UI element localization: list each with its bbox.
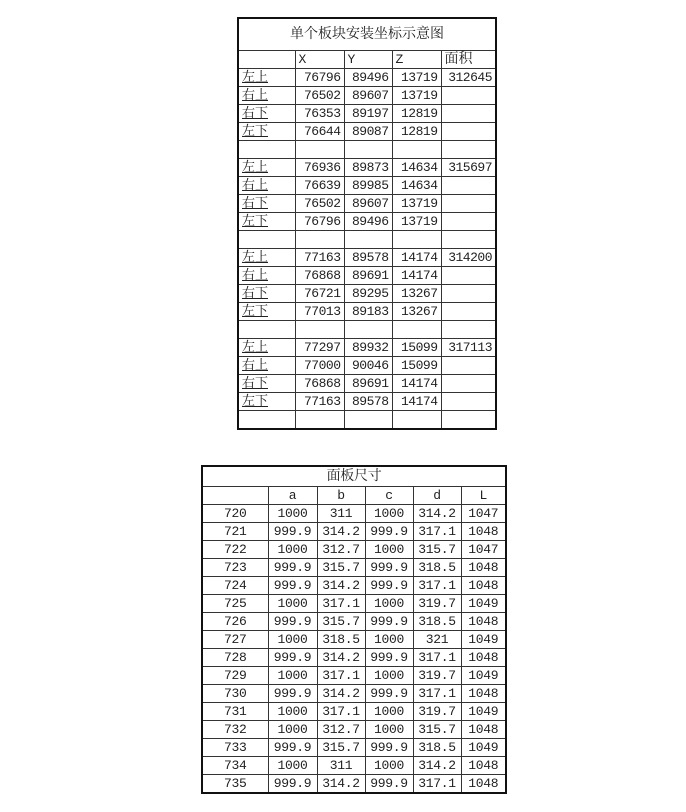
corner-label: 左上 xyxy=(238,159,295,177)
spacer-row xyxy=(238,411,496,430)
table-row xyxy=(238,285,496,303)
table-row xyxy=(238,69,496,87)
table-title: 面板尺寸 xyxy=(202,466,506,487)
dim-c: 999.9 xyxy=(365,523,413,541)
dim-b: 317.1 xyxy=(317,703,365,721)
table-row xyxy=(238,195,496,213)
table-title-row xyxy=(238,18,496,51)
dim-d: 319.7 xyxy=(413,703,461,721)
dim-a: 1000 xyxy=(268,703,317,721)
dim-l: 1048 xyxy=(461,559,506,577)
dim-a: 1000 xyxy=(268,667,317,685)
corner-label: 右下 xyxy=(238,195,295,213)
corner-label: 右下 xyxy=(238,375,295,393)
dim-b: 317.1 xyxy=(317,667,365,685)
dim-c: 999.9 xyxy=(365,739,413,757)
dim-a: 999.9 xyxy=(268,649,317,667)
z-value: 13267 xyxy=(392,285,441,303)
dim-d: 318.5 xyxy=(413,559,461,577)
dim-b: 314.2 xyxy=(317,577,365,595)
y-value: 89087 xyxy=(344,123,392,141)
spacer-row xyxy=(238,321,496,339)
dim-d: 319.7 xyxy=(413,667,461,685)
empty-cell xyxy=(441,195,496,213)
header-cell-empty xyxy=(202,487,268,505)
dim-c: 999.9 xyxy=(365,577,413,595)
panel-id: 723 xyxy=(202,559,268,577)
table-row xyxy=(202,685,506,703)
table-row xyxy=(238,213,496,231)
empty-cell xyxy=(441,357,496,375)
dim-a: 1000 xyxy=(268,631,317,649)
z-value: 15099 xyxy=(392,357,441,375)
dim-a: 999.9 xyxy=(268,559,317,577)
dim-b: 311 xyxy=(317,505,365,523)
spacer-row xyxy=(238,141,496,159)
area-value: 317113 xyxy=(441,339,496,357)
table-header-row xyxy=(238,51,496,69)
panel-id: 720 xyxy=(202,505,268,523)
table-title: 单个板块安装坐标示意图 xyxy=(238,18,496,51)
dim-d: 317.1 xyxy=(413,577,461,595)
y-value: 89985 xyxy=(344,177,392,195)
x-value: 76353 xyxy=(295,105,344,123)
header-cell-d: d xyxy=(413,487,461,505)
corner-label: 右上 xyxy=(238,267,295,285)
corner-label: 右上 xyxy=(238,87,295,105)
table-row xyxy=(202,523,506,541)
y-value: 89197 xyxy=(344,105,392,123)
table-row xyxy=(202,667,506,685)
header-cell-a: a xyxy=(268,487,317,505)
x-value: 76502 xyxy=(295,195,344,213)
header-cell-y: Y xyxy=(344,51,392,69)
panel-dimensions-body xyxy=(202,505,506,794)
dim-a: 1000 xyxy=(268,595,317,613)
y-value: 89607 xyxy=(344,195,392,213)
table-row xyxy=(238,339,496,357)
dim-b: 311 xyxy=(317,757,365,775)
header-cell-b: b xyxy=(317,487,365,505)
x-value: 76639 xyxy=(295,177,344,195)
dim-a: 999.9 xyxy=(268,739,317,757)
y-value: 90046 xyxy=(344,357,392,375)
x-value: 77000 xyxy=(295,357,344,375)
panel-id: 725 xyxy=(202,595,268,613)
empty-cell xyxy=(441,123,496,141)
dim-b: 314.2 xyxy=(317,649,365,667)
dim-b: 315.7 xyxy=(317,559,365,577)
table-row xyxy=(202,541,506,559)
dim-a: 999.9 xyxy=(268,523,317,541)
header-cell-empty xyxy=(238,51,295,69)
z-value: 14634 xyxy=(392,177,441,195)
dim-a: 1000 xyxy=(268,541,317,559)
dim-l: 1049 xyxy=(461,667,506,685)
z-value: 14174 xyxy=(392,267,441,285)
panel-id: 735 xyxy=(202,775,268,794)
y-value: 89578 xyxy=(344,249,392,267)
corner-label: 左下 xyxy=(238,213,295,231)
header-cell-c: c xyxy=(365,487,413,505)
spacer-row xyxy=(238,231,496,249)
z-value: 13267 xyxy=(392,303,441,321)
panel-id: 729 xyxy=(202,667,268,685)
dim-c: 999.9 xyxy=(365,613,413,631)
table-row xyxy=(202,775,506,794)
dim-c: 999.9 xyxy=(365,649,413,667)
table-row xyxy=(202,505,506,523)
dim-d: 319.7 xyxy=(413,595,461,613)
panel-id: 724 xyxy=(202,577,268,595)
dim-d: 317.1 xyxy=(413,685,461,703)
y-value: 89295 xyxy=(344,285,392,303)
table-row xyxy=(202,739,506,757)
z-value: 12819 xyxy=(392,123,441,141)
x-value: 76502 xyxy=(295,87,344,105)
empty-cell xyxy=(441,87,496,105)
x-value: 76796 xyxy=(295,213,344,231)
empty-cell xyxy=(441,105,496,123)
panel-install-coordinates-table xyxy=(237,17,497,430)
z-value: 13719 xyxy=(392,87,441,105)
panel-id: 734 xyxy=(202,757,268,775)
panel-id: 732 xyxy=(202,721,268,739)
corner-label: 右上 xyxy=(238,357,295,375)
z-value: 12819 xyxy=(392,105,441,123)
table-row xyxy=(202,577,506,595)
dim-a: 999.9 xyxy=(268,613,317,631)
empty-cell xyxy=(441,267,496,285)
x-value: 77297 xyxy=(295,339,344,357)
dim-a: 999.9 xyxy=(268,577,317,595)
table-row xyxy=(238,357,496,375)
y-value: 89578 xyxy=(344,393,392,411)
dim-b: 315.7 xyxy=(317,739,365,757)
header-cell-l: L xyxy=(461,487,506,505)
dim-c: 1000 xyxy=(365,541,413,559)
dim-a: 1000 xyxy=(268,757,317,775)
corner-label: 左下 xyxy=(238,303,295,321)
y-value: 89932 xyxy=(344,339,392,357)
table-row xyxy=(238,123,496,141)
z-value: 13719 xyxy=(392,213,441,231)
corner-label: 左上 xyxy=(238,69,295,87)
z-value: 13719 xyxy=(392,69,441,87)
y-value: 89873 xyxy=(344,159,392,177)
dim-c: 999.9 xyxy=(365,775,413,794)
y-value: 89607 xyxy=(344,87,392,105)
dim-l: 1048 xyxy=(461,613,506,631)
dim-c: 1000 xyxy=(365,667,413,685)
header-cell-z: Z xyxy=(392,51,441,69)
empty-cell xyxy=(441,285,496,303)
x-value: 77163 xyxy=(295,393,344,411)
dim-d: 314.2 xyxy=(413,505,461,523)
panel-id: 733 xyxy=(202,739,268,757)
dim-a: 999.9 xyxy=(268,685,317,703)
dim-c: 999.9 xyxy=(365,685,413,703)
dim-a: 1000 xyxy=(268,505,317,523)
corner-label: 左上 xyxy=(238,339,295,357)
empty-cell xyxy=(441,375,496,393)
dim-b: 314.2 xyxy=(317,523,365,541)
y-value: 89496 xyxy=(344,69,392,87)
dim-l: 1048 xyxy=(461,775,506,794)
dim-d: 317.1 xyxy=(413,523,461,541)
dim-l: 1048 xyxy=(461,523,506,541)
table-row xyxy=(202,559,506,577)
empty-cell xyxy=(441,393,496,411)
dim-c: 999.9 xyxy=(365,559,413,577)
dim-l: 1048 xyxy=(461,685,506,703)
area-value: 315697 xyxy=(441,159,496,177)
panel-id: 728 xyxy=(202,649,268,667)
corner-label: 右上 xyxy=(238,177,295,195)
table-row xyxy=(238,159,496,177)
panel-id: 730 xyxy=(202,685,268,703)
dim-a: 1000 xyxy=(268,721,317,739)
z-value: 14174 xyxy=(392,249,441,267)
table-row xyxy=(202,631,506,649)
dim-l: 1047 xyxy=(461,541,506,559)
table-row xyxy=(202,613,506,631)
y-value: 89691 xyxy=(344,267,392,285)
x-value: 76644 xyxy=(295,123,344,141)
table-header-row xyxy=(202,487,506,505)
dim-d: 314.2 xyxy=(413,757,461,775)
header-cell-area: 面积 xyxy=(441,51,496,69)
z-value: 15099 xyxy=(392,339,441,357)
corner-label: 右下 xyxy=(238,285,295,303)
table-row xyxy=(238,303,496,321)
panel-id: 726 xyxy=(202,613,268,631)
panel-dimensions-table xyxy=(201,465,507,794)
dim-b: 318.5 xyxy=(317,631,365,649)
table-row xyxy=(238,393,496,411)
x-value: 77013 xyxy=(295,303,344,321)
dim-b: 314.2 xyxy=(317,685,365,703)
dim-l: 1048 xyxy=(461,757,506,775)
dim-d: 315.7 xyxy=(413,721,461,739)
panel-id: 722 xyxy=(202,541,268,559)
table-row xyxy=(202,757,506,775)
dim-l: 1049 xyxy=(461,739,506,757)
dim-b: 317.1 xyxy=(317,595,365,613)
x-value: 76868 xyxy=(295,267,344,285)
dim-d: 317.1 xyxy=(413,649,461,667)
panel-id: 731 xyxy=(202,703,268,721)
x-value: 76721 xyxy=(295,285,344,303)
dim-l: 1048 xyxy=(461,577,506,595)
area-value: 314200 xyxy=(441,249,496,267)
dim-d: 318.5 xyxy=(413,739,461,757)
dim-c: 1000 xyxy=(365,595,413,613)
z-value: 13719 xyxy=(392,195,441,213)
dim-b: 315.7 xyxy=(317,613,365,631)
dim-c: 1000 xyxy=(365,757,413,775)
z-value: 14174 xyxy=(392,375,441,393)
dim-l: 1049 xyxy=(461,631,506,649)
table-row xyxy=(238,267,496,285)
table-row xyxy=(238,177,496,195)
corner-label: 左下 xyxy=(238,393,295,411)
dim-a: 999.9 xyxy=(268,775,317,794)
table-row xyxy=(238,105,496,123)
table-row xyxy=(202,703,506,721)
table-row xyxy=(238,87,496,105)
dim-b: 312.7 xyxy=(317,721,365,739)
y-value: 89183 xyxy=(344,303,392,321)
table-title-row xyxy=(202,466,506,487)
dim-b: 312.7 xyxy=(317,541,365,559)
dim-l: 1048 xyxy=(461,721,506,739)
empty-cell xyxy=(441,303,496,321)
dim-l: 1049 xyxy=(461,595,506,613)
dim-c: 1000 xyxy=(365,505,413,523)
table-row xyxy=(202,721,506,739)
dim-d: 321 xyxy=(413,631,461,649)
dim-c: 1000 xyxy=(365,703,413,721)
header-cell-x: X xyxy=(295,51,344,69)
x-value: 76936 xyxy=(295,159,344,177)
dim-b: 314.2 xyxy=(317,775,365,794)
dim-l: 1047 xyxy=(461,505,506,523)
empty-cell xyxy=(441,177,496,195)
panel-id: 721 xyxy=(202,523,268,541)
y-value: 89496 xyxy=(344,213,392,231)
x-value: 76868 xyxy=(295,375,344,393)
table-row xyxy=(202,595,506,613)
table-row xyxy=(202,649,506,667)
corner-label: 右下 xyxy=(238,105,295,123)
area-value: 312645 xyxy=(441,69,496,87)
empty-cell xyxy=(441,213,496,231)
table-row xyxy=(238,249,496,267)
x-value: 77163 xyxy=(295,249,344,267)
corner-label: 左上 xyxy=(238,249,295,267)
z-value: 14174 xyxy=(392,393,441,411)
corner-label: 左下 xyxy=(238,123,295,141)
x-value: 76796 xyxy=(295,69,344,87)
dim-d: 315.7 xyxy=(413,541,461,559)
dim-d: 318.5 xyxy=(413,613,461,631)
z-value: 14634 xyxy=(392,159,441,177)
panel-id: 727 xyxy=(202,631,268,649)
dim-c: 1000 xyxy=(365,721,413,739)
dim-c: 1000 xyxy=(365,631,413,649)
dim-d: 317.1 xyxy=(413,775,461,794)
table-row xyxy=(238,375,496,393)
y-value: 89691 xyxy=(344,375,392,393)
dim-l: 1048 xyxy=(461,649,506,667)
dim-l: 1049 xyxy=(461,703,506,721)
